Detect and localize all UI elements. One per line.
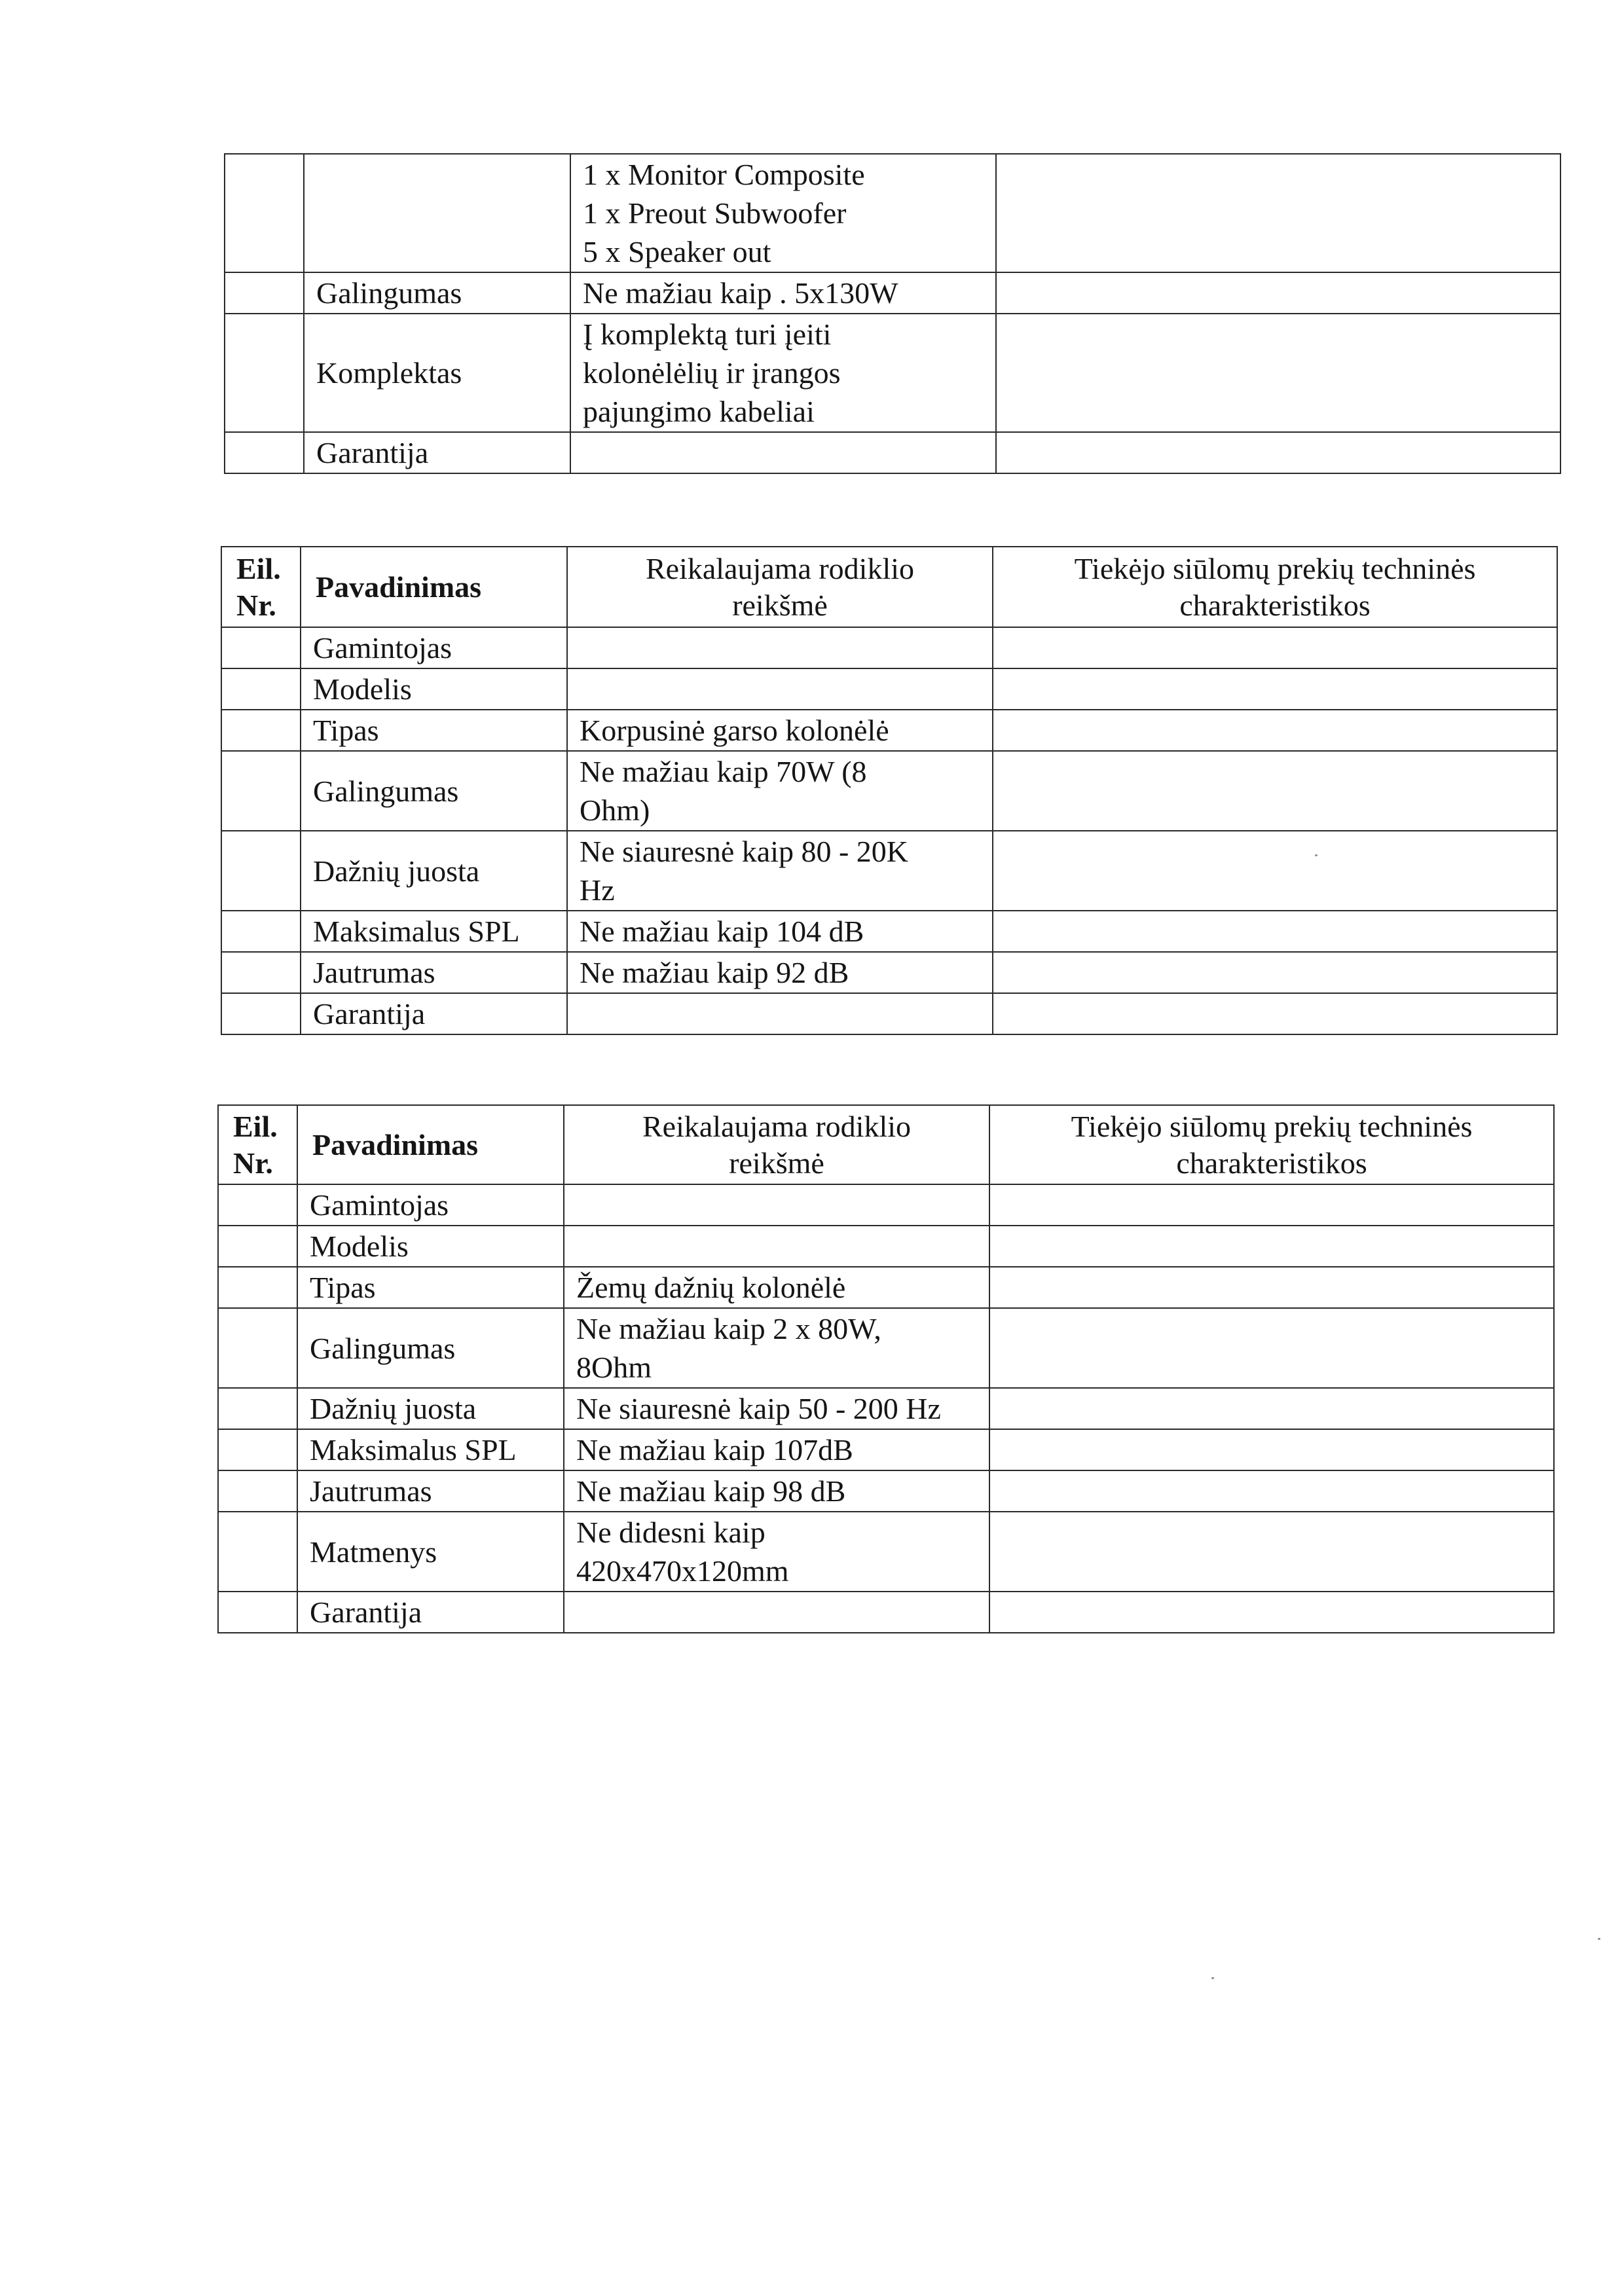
cell-nr [221,751,301,831]
cell-offer [993,710,1557,751]
value-line: Hz [580,873,615,907]
cell-nr [225,314,304,432]
cell-value [570,432,996,473]
cell-value [567,710,993,751]
value-line: Į komplektą turi įeiti [583,318,832,351]
cell-offer [989,1429,1554,1470]
header-nr-line1: Eil. [233,1109,278,1143]
cell-name: Matmenys [297,1512,564,1592]
cell-nr [218,1308,297,1388]
table-row [218,1226,1554,1267]
value-line: 1 x Preout Subwoofer [583,196,847,230]
cell-nr [225,272,304,314]
cell-name: Jautrumas [297,1470,564,1512]
table-row [218,1429,1554,1470]
cell-offer [996,272,1560,314]
cell-name: Maksimalus SPL [301,911,567,952]
cell-offer [989,1308,1554,1388]
header-offer-line2: charakteristikos [1176,1146,1367,1180]
cell-nr [218,1388,297,1429]
header-offer-line1: Tiekėjo siūlomų prekių techninės [1071,1109,1473,1143]
value-line: Ohm) [580,793,650,827]
table-row [221,831,1557,911]
scan-speck [1211,1977,1214,1979]
cell-offer [989,1512,1554,1592]
cell-nr [221,911,301,952]
table-row [218,1512,1554,1592]
value-line: Korpusinė garso kolonėlė [580,714,889,747]
header-row [218,1105,1554,1184]
cell-name: Galingumas [304,272,570,314]
cell-value [564,1512,989,1592]
cell-value [564,1308,989,1388]
cell-nr [218,1184,297,1226]
cell-value [564,1184,989,1226]
cell-name: Maksimalus SPL [297,1429,564,1470]
cell-offer [989,1184,1554,1226]
spec-table-1-body [225,154,1560,473]
cell-offer [996,432,1560,473]
cell-offer [989,1226,1554,1267]
cell-nr [218,1226,297,1267]
header-cell-value [564,1105,989,1184]
cell-value [564,1470,989,1512]
cell-nr [221,831,301,911]
value-line: pajungimo kabeliai [583,395,815,428]
table-row [221,668,1557,710]
cell-name: Komplektas [304,314,570,432]
cell-name [304,154,570,272]
value-line: 420x470x120mm [576,1554,789,1588]
cell-value [567,911,993,952]
spec-table-3-header [218,1105,1554,1184]
header-offer-line2: charakteristikos [1179,588,1371,622]
cell-offer [989,1470,1554,1512]
table-row [221,952,1557,993]
cell-name: Tipas [301,710,567,751]
cell-offer [993,993,1557,1034]
cell-value [567,751,993,831]
table-row [218,1388,1554,1429]
cell-value [570,272,996,314]
cell-nr [218,1429,297,1470]
cell-nr [218,1267,297,1308]
cell-value [570,154,996,272]
cell-nr [221,668,301,710]
cell-value [567,831,993,911]
value-line: 8Ohm [576,1351,652,1384]
header-cell-nr [221,547,301,627]
spec-table-2-header [221,547,1557,627]
header-nr-line2: Nr. [233,1146,273,1180]
table-row [218,1592,1554,1633]
cell-name: Galingumas [297,1308,564,1388]
header-nr-line1: Eil. [236,551,281,585]
cell-nr [218,1470,297,1512]
header-cell-value [567,547,993,627]
cell-offer [993,952,1557,993]
cell-value [567,668,993,710]
header-cell-offer [989,1105,1554,1184]
cell-name: Dažnių juosta [297,1388,564,1429]
cell-value [567,627,993,668]
cell-value [564,1226,989,1267]
cell-nr [221,710,301,751]
cell-value [564,1592,989,1633]
header-cell-offer [993,547,1557,627]
table-row [218,1308,1554,1388]
value-line: Ne siauresnė kaip 80 - 20K [580,835,909,868]
header-nr-line2: Nr. [236,588,276,622]
table-row [221,911,1557,952]
table-row [218,1267,1554,1308]
cell-name: Gamintojas [297,1184,564,1226]
cell-name: Modelis [297,1226,564,1267]
cell-value [570,314,996,432]
cell-name: Garantija [297,1592,564,1633]
cell-offer [996,314,1560,432]
header-value-line1: Reikalaujama rodiklio [645,551,915,585]
cell-offer [989,1388,1554,1429]
cell-offer [993,831,1557,911]
table-row [225,154,1560,272]
value-line: Ne didesni kaip [576,1516,766,1549]
cell-offer [993,627,1557,668]
header-cell-nr [218,1105,297,1184]
cell-name: Garantija [301,993,567,1034]
header-value-line2: reikšmė [732,588,828,622]
header-cell-name [301,547,567,627]
cell-name: Tipas [297,1267,564,1308]
header-value-line1: Reikalaujama rodiklio [642,1109,912,1143]
value-line: Ne mažiau kaip . 5x130W [583,276,898,310]
cell-value [567,952,993,993]
scan-speck [1315,854,1318,856]
cell-offer [996,154,1560,272]
table-row [225,272,1560,314]
cell-nr [225,432,304,473]
value-line: 1 x Monitor Composite [583,158,865,191]
value-line: Ne mažiau kaip 98 dB [576,1474,846,1508]
cell-value [564,1388,989,1429]
table-row [225,432,1560,473]
value-line: 5 x Speaker out [583,235,771,268]
spec-table-2-body [221,627,1557,1034]
table-row [225,314,1560,432]
cell-offer [993,751,1557,831]
table-row [221,627,1557,668]
value-line: Ne mažiau kaip 2 x 80W, [576,1312,881,1345]
cell-name: Modelis [301,668,567,710]
header-row [221,547,1557,627]
cell-name: Galingumas [301,751,567,831]
cell-name: Dažnių juosta [301,831,567,911]
table-row [221,710,1557,751]
table-row [221,993,1557,1034]
cell-nr [218,1592,297,1633]
value-line: Ne mažiau kaip 104 dB [580,915,864,948]
cell-name: Gamintojas [301,627,567,668]
value-line: Žemų dažnių kolonėlė [576,1271,846,1304]
cell-offer [989,1592,1554,1633]
cell-value [564,1267,989,1308]
header-value-line2: reikšmė [729,1146,824,1180]
header-name-label: Pavadinimas [316,570,482,604]
value-line: Ne mažiau kaip 107dB [576,1433,853,1467]
spec-table-3-body [218,1184,1554,1633]
table-row [218,1184,1554,1226]
table-row [218,1470,1554,1512]
cell-nr [225,154,304,272]
cell-offer [993,911,1557,952]
cell-name: Garantija [304,432,570,473]
table-row [221,751,1557,831]
value-line: Ne mažiau kaip 92 dB [580,956,849,989]
spec-table-2 [221,546,1558,1035]
scan-speck [1598,1938,1600,1940]
value-line: Ne siauresnė kaip 50 - 200 Hz [576,1392,941,1425]
header-name-label: Pavadinimas [312,1127,479,1161]
value-line: Ne mažiau kaip 70W (8 [580,755,867,788]
cell-offer [989,1267,1554,1308]
cell-name: Jautrumas [301,952,567,993]
value-line: kolonėlėlių ir įrangos [583,356,841,390]
cell-value [564,1429,989,1470]
cell-nr [221,952,301,993]
cell-nr [218,1512,297,1592]
cell-offer [993,668,1557,710]
cell-nr [221,627,301,668]
header-cell-name [297,1105,564,1184]
cell-value [567,993,993,1034]
cell-nr [221,993,301,1034]
spec-table-1 [224,153,1561,474]
header-offer-line1: Tiekėjo siūlomų prekių techninės [1074,551,1476,585]
spec-table-3 [217,1104,1555,1633]
